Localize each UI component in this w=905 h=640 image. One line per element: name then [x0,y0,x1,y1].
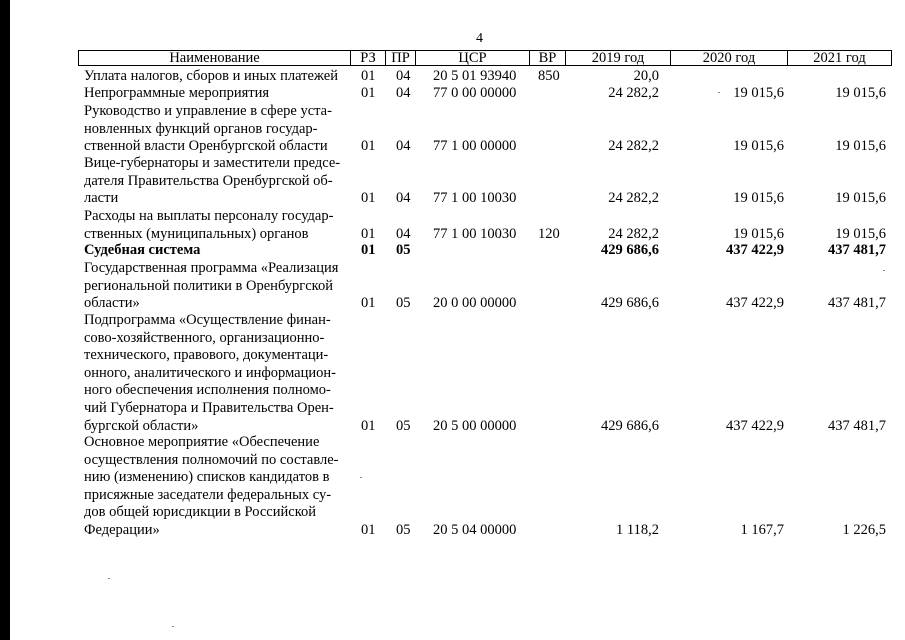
table-cell-y2019: 24 282,2 [608,190,659,207]
table-cell-rz: 01 [361,190,376,207]
table-cell-csr: 77 1 00 00000 [433,138,517,155]
table-cell-y2020: 19 015,6 [733,225,784,242]
table-cell-pr: 05 [396,295,411,312]
table-cell-csr: 20 0 00 00000 [433,295,517,312]
table-cell-name: Непрограммные мероприятия [84,85,270,101]
table-cell-pr: 04 [396,225,411,242]
table-cell-y2019: 24 282,2 [608,85,659,101]
table-cell-rz: 01 [361,225,376,242]
table-cell-csr: 20 5 01 93940 [433,68,517,84]
table-cell-pr: 05 [396,417,411,434]
table-cell-y2020: 1 167,7 [740,522,784,538]
table-cell-rz: 01 [361,522,376,538]
header-2021: 2021 год [787,50,892,66]
table-cell-name: Судебная система [84,242,201,258]
table-cell-name: Основное мероприятие «Обеспечение осуществления полномочий по составле- нию (изменению) списков кандидатов в присяжные заседатели федеральных су- дов общей юрисдикции в Российской Федерации» [84,434,339,538]
header-vr: ВР [529,50,566,66]
table-cell-y2021: 19 015,6 [835,138,886,155]
table-cell-rz: 01 [361,242,376,258]
table-cell-y2019: 429 686,6 [601,295,659,312]
table-cell-y2019: 20,0 [633,68,659,84]
table-cell-vr: 850 [538,68,560,84]
table-cell-y2019: 429 686,6 [601,242,659,258]
table-cell-csr: 77 0 00 00000 [433,85,517,101]
page-number: 4 [476,31,483,46]
table-cell-y2021: 19 015,6 [835,225,886,242]
table-cell-rz: 01 [361,417,376,434]
table-cell-rz: 01 [361,295,376,312]
table-cell-name: Государственная программа «Реализация региональной политики в Оренбургской области» [84,260,339,312]
table-cell-pr: 04 [396,138,411,155]
table-cell-y2020: 19 015,6 [733,85,784,101]
table-cell-y2020: 19 015,6 [733,190,784,207]
table-cell-y2019: 429 686,6 [601,417,659,434]
table-cell-y2021: 1 226,5 [842,522,886,538]
table-cell-y2020: 437 422,9 [726,242,784,258]
table-cell-y2019: 1 118,2 [616,522,659,538]
table-cell-csr: 77 1 00 10030 [433,225,517,242]
header-2020: 2020 год [670,50,788,66]
table-cell-csr: 20 5 04 00000 [433,522,517,538]
table-cell-y2021: 19 015,6 [835,85,886,101]
scan-speck [172,626,174,627]
table-cell-pr: 05 [396,522,411,538]
header-name: Наименование [78,50,351,66]
table-cell-rz: 01 [361,138,376,155]
scan-speck [360,477,362,478]
table-cell-name: Подпрограмма «Осуществление финан- сово-хозяйственного, организационно- технического, правового, документаци- онного, аналитического и информацион- ного обеспечения исполнения полномо- чий Губернатора и Правительства Орен- бургской области» [84,312,336,434]
table-cell-name: Руководство и управление в сфере уста- новленных функций органов государ- ственной власти Оренбургской области [84,103,332,155]
table-cell-name: Расходы на выплаты персоналу государ- ственных (муниципальных) органов [84,208,334,242]
scan-speck [718,92,720,93]
table-cell-pr: 05 [396,242,411,258]
header-rz: РЗ [350,50,386,66]
table-cell-y2021: 437 481,7 [828,417,886,434]
table-cell-csr: 20 5 00 00000 [433,417,517,434]
table-cell-pr: 04 [396,68,411,84]
table-cell-rz: 01 [361,85,376,101]
table-cell-name: Вице-губернаторы и заместители предсе- дателя Правительства Оренбургской об- ласти [84,155,341,207]
table-cell-y2020: 437 422,9 [726,417,784,434]
table-cell-csr: 77 1 00 10030 [433,190,517,207]
table-cell-pr: 04 [396,85,411,101]
table-cell-y2021: 437 481,7 [828,295,886,312]
table-cell-vr: 120 [538,225,560,242]
table-cell-y2021: 437 481,7 [828,242,886,258]
table-cell-pr: 04 [396,190,411,207]
table-cell-rz: 01 [361,68,376,84]
header-pr: ПР [385,50,416,66]
scan-speck [108,578,110,579]
scan-edge-bar [0,0,10,640]
table-cell-y2021: 19 015,6 [835,190,886,207]
scan-speck [883,270,885,271]
header-csr: ЦСР [415,50,530,66]
table-cell-y2019: 24 282,2 [608,138,659,155]
header-2019: 2019 год [565,50,671,66]
table-cell-name: Уплата налогов, сборов и иных платежей [84,68,338,84]
table-cell-y2020: 437 422,9 [726,295,784,312]
table-cell-y2019: 24 282,2 [608,225,659,242]
table-cell-y2020: 19 015,6 [733,138,784,155]
